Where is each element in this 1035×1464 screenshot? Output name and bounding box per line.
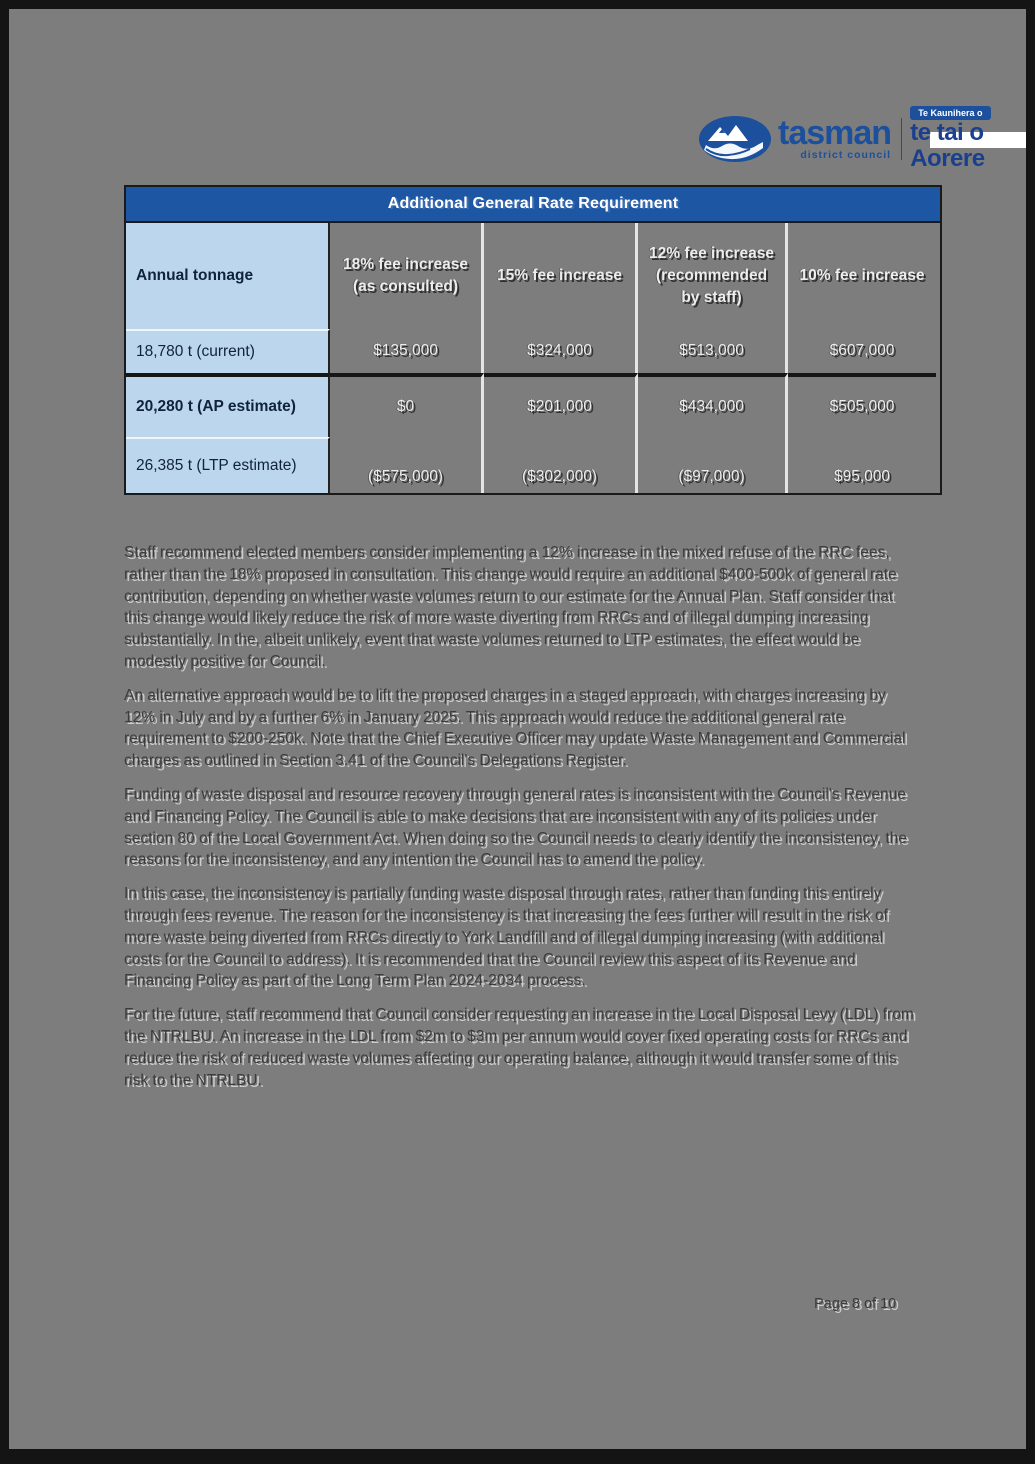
logo-subtitle: district council <box>800 148 892 161</box>
page-number: Page 8 of 10 <box>814 1296 897 1312</box>
tasman-council-logo <box>698 108 998 172</box>
value-ap-10pct: $505,000 <box>788 373 936 437</box>
column-header-annual-tonnage: Annual tonnage <box>126 223 330 329</box>
column-header-12pct: 12% fee increase (recommended by staff) <box>638 223 788 329</box>
value-ap-12pct: $434,000 <box>638 373 788 437</box>
logo-maori-name <box>910 106 998 172</box>
row-label-current: 18,780 t (current) <box>126 329 330 373</box>
value-current-18pct: $135,000 <box>330 329 484 373</box>
table-grid <box>126 223 940 493</box>
paragraph-recommendation: Staff recommend elected members consider implementing a 12% increase in the mixed refuse of the RRC fees, rather than the 18% proposed in consultation. This change would require an additional $400-500k of general rate contribution, depending on whether waste volumes return to our estimate for the Annual Plan. Staff consider that this change would likely reduce the risk of more waste diverting from RRCs and of illegal dumping increasing substantially. In the, albeit unlikely, event that waste volumes returned to LTP estimates, the effect would be modestly positive for Council. <box>124 544 897 670</box>
row-label-ltp-estimate: 26,385 t (LTP estimate) <box>126 437 330 493</box>
value-current-10pct: $607,000 <box>829 342 895 359</box>
logo-maori-large-text: te tai o Aorere <box>910 119 985 172</box>
report-body <box>124 542 916 1103</box>
row-label-ap-estimate: 20,280 t (AP estimate) <box>126 373 330 437</box>
paragraph-alternative-approach: An alternative approach would be to lift the proposed charges in a staged approach, with charges increasing by 12% in July and by a further 6% in January 2025. This approach would reduce the additional general rate requirement to $200-250k. Note that the Chief Executive Officer may update Waste Management and Commercial charges as outlined in Section 3.41 of the Council's Delegations Register. <box>124 686 906 770</box>
table-title: Additional General Rate Requirement <box>126 187 940 223</box>
column-header-10pct: 10% fee increase <box>799 267 925 285</box>
paragraph-inconsistency-detail: In this case, the inconsistency is partially funding waste disposal through rates, rather than funding this entirely through fees revenue. The reason for the inconsistency is that increasing the fees further will result in the risk of more waste being diverted from RRCs directly to York Landfill and of illegal dumping increasing (with additional costs for the Council to address). It is recommended that the Council review this aspect of its Revenue and Financing Policy as part of the Long Term Plan 2024-2034 process. <box>124 885 888 990</box>
paragraph-future-levy: For the future, staff recommend that Council consider requesting an increase in the Local Disposal Levy (LDL) from the NTRLBU. An increase in the LDL from $2m to $3m per annum would cover fixed operating costs for RRCs and reduce the risk of reduced waste volumes affecting our operating balance, although it would transfer some of this risk to the NTRLBU. <box>124 1006 914 1089</box>
tasman-mountains-icon <box>698 115 772 163</box>
value-current-15pct: $324,000 <box>484 329 638 373</box>
logo-divider <box>901 118 902 160</box>
value-ap-18pct: $0 <box>330 373 484 437</box>
paragraph-policy-inconsistency: Funding of waste disposal and resource recovery through general rates is inconsistent with the Council's Revenue and Financing Policy. The Council is able to make decisions that are inconsistent with any of its policies under section 80 of the Local Government Act. When doing so the Council needs to clearly identify the inconsistency, the reasons for the inconsistency, and any intention the Council has to amend the policy. <box>124 785 907 869</box>
logo-maori-small-text: Te Kaunihera o <box>910 106 990 120</box>
value-ltp-10pct: $95,000 <box>833 468 891 485</box>
value-current-12pct: $513,000 <box>638 329 788 373</box>
column-header-18pct: 18% fee increase (as consulted) <box>330 223 484 329</box>
logo-title: tasman <box>778 113 892 152</box>
additional-general-rate-table <box>124 185 942 495</box>
value-ltp-15pct: ($302,000) <box>484 437 638 493</box>
value-ap-15pct: $201,000 <box>484 373 638 437</box>
value-ltp-18pct: ($575,000) <box>330 437 484 493</box>
value-ltp-12pct: ($97,000) <box>638 437 788 493</box>
logo-wordmark <box>778 113 892 161</box>
column-header-15pct: 15% fee increase <box>484 223 638 329</box>
